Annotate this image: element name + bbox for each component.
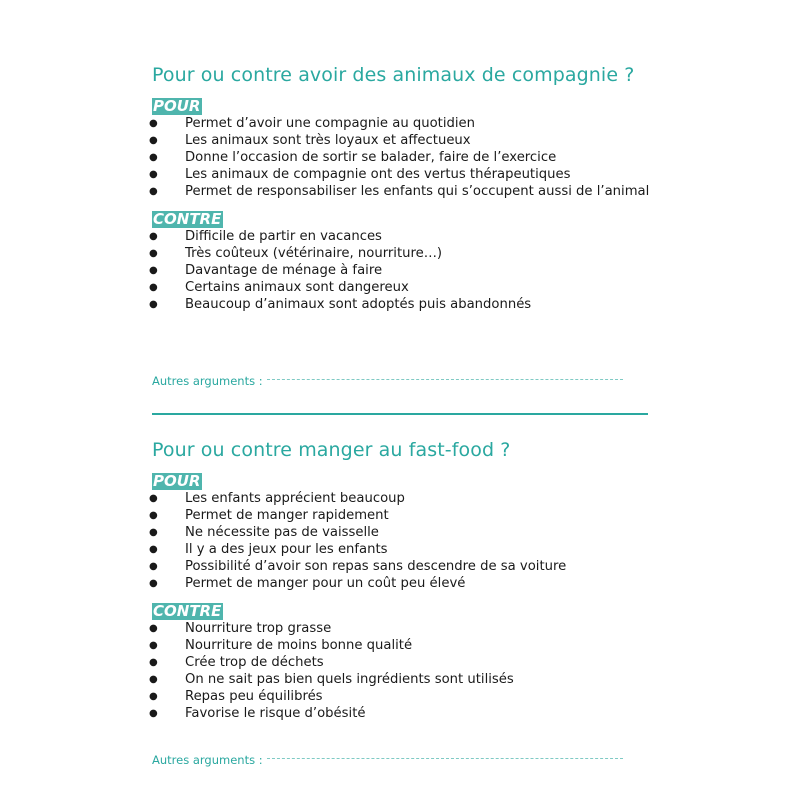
list-item-text: Crée trop de déchets xyxy=(185,655,324,670)
section-divider xyxy=(152,413,648,415)
list-item xyxy=(149,654,648,671)
bullet-icon: ● xyxy=(149,640,158,651)
bullet-icon: ● xyxy=(149,527,158,538)
list-item xyxy=(149,149,648,166)
list-item xyxy=(149,671,648,688)
list-item xyxy=(149,166,648,183)
bullet-icon: ● xyxy=(149,657,158,668)
list-item-text: Ne nécessite pas de vaisselle xyxy=(185,525,379,540)
list-item xyxy=(149,245,648,262)
list-item-text: Favorise le risque d’obésité xyxy=(185,706,366,721)
list-item-text: Très coûteux (vétérinaire, nourriture…) xyxy=(185,246,443,261)
list-item xyxy=(149,637,648,654)
bullet-icon: ● xyxy=(149,282,158,293)
bullet-icon: ● xyxy=(149,708,158,719)
list-item xyxy=(149,507,648,524)
list-item xyxy=(149,575,648,592)
list-item-text: Nourriture de moins bonne qualité xyxy=(185,638,413,653)
bullet-icon: ● xyxy=(149,510,158,521)
list-item xyxy=(149,279,648,296)
list-item xyxy=(149,490,648,507)
list-item xyxy=(149,296,648,313)
list-item-text: Permet d’avoir une compagnie au quotidien xyxy=(185,116,476,131)
list-item-text: Permet de manger rapidement xyxy=(185,508,389,523)
bullet-icon: ● xyxy=(149,493,158,504)
list-item-text: Repas peu équilibrés xyxy=(185,689,323,704)
bullet-icon: ● xyxy=(149,186,158,197)
dotted-answer-line xyxy=(267,379,623,380)
pour-label: POUR xyxy=(153,97,201,115)
list-item xyxy=(149,541,648,558)
list-item xyxy=(149,183,650,200)
list-item xyxy=(149,262,648,279)
list-item xyxy=(149,228,648,245)
list-item-text: Davantage de ménage à faire xyxy=(185,263,383,278)
list-item xyxy=(149,558,648,575)
bullet-icon: ● xyxy=(149,578,158,589)
contre-label: CONTRE xyxy=(153,210,222,228)
section-title: Pour ou contre manger au fast-food ? xyxy=(152,439,511,461)
list-item xyxy=(149,132,648,149)
list-item xyxy=(149,688,648,705)
list-item-text: Les animaux sont très loyaux et affectueux xyxy=(185,133,471,148)
section-title: Pour ou contre avoir des animaux de compagnie ? xyxy=(152,64,635,86)
list-item-text: Nourriture trop grasse xyxy=(185,621,332,636)
bullet-icon: ● xyxy=(149,691,158,702)
bullet-icon: ● xyxy=(149,674,158,685)
bullet-icon: ● xyxy=(149,265,158,276)
bullet-icon: ● xyxy=(149,623,158,634)
contre-list xyxy=(149,620,648,722)
bullet-icon: ● xyxy=(149,561,158,572)
list-item-text: Difficile de partir en vacances xyxy=(185,229,382,244)
list-item-text: Certains animaux sont dangereux xyxy=(185,280,409,295)
list-item-text: On ne sait pas bien quels ingrédients sont utilisés xyxy=(185,672,514,687)
bullet-icon: ● xyxy=(149,152,158,163)
contre-list xyxy=(149,228,648,313)
autres-arguments-line[interactable] xyxy=(152,753,640,767)
bullet-icon: ● xyxy=(149,118,158,129)
pour-list xyxy=(149,490,648,592)
dotted-answer-line xyxy=(267,758,623,759)
list-item-text: Les enfants apprécient beaucoup xyxy=(185,491,405,506)
list-item xyxy=(149,705,648,722)
pour-list xyxy=(149,115,650,200)
section-fast-food xyxy=(149,437,648,722)
bullet-icon: ● xyxy=(149,231,158,242)
pour-label: POUR xyxy=(153,472,201,490)
autres-arguments-label: Autres arguments : xyxy=(152,374,263,388)
autres-arguments-label: Autres arguments : xyxy=(152,753,263,767)
list-item xyxy=(149,115,648,132)
list-item-text: Permet de responsabiliser les enfants qui s’occupent aussi de l’animal xyxy=(185,184,650,199)
list-item-text: Il y a des jeux pour les enfants xyxy=(185,542,388,557)
list-item-text: Beaucoup d’animaux sont adoptés puis abandonnés xyxy=(185,297,532,312)
list-item-text: Possibilité d’avoir son repas sans descendre de sa voiture xyxy=(185,559,567,574)
list-item-text: Permet de manger pour un coût peu élevé xyxy=(185,576,466,591)
list-item xyxy=(149,620,648,637)
bullet-icon: ● xyxy=(149,544,158,555)
bullet-icon: ● xyxy=(149,135,158,146)
bullet-icon: ● xyxy=(149,248,158,259)
bullet-icon: ● xyxy=(149,299,158,310)
list-item-text: Donne l’occasion de sortir se balader, faire de l’exercice xyxy=(185,150,557,165)
autres-arguments-line[interactable] xyxy=(152,374,640,388)
list-item-text: Les animaux de compagnie ont des vertus thérapeutiques xyxy=(185,167,571,182)
contre-label: CONTRE xyxy=(153,602,222,620)
list-item xyxy=(149,524,648,541)
section-animaux xyxy=(149,62,650,313)
bullet-icon: ● xyxy=(149,169,158,180)
